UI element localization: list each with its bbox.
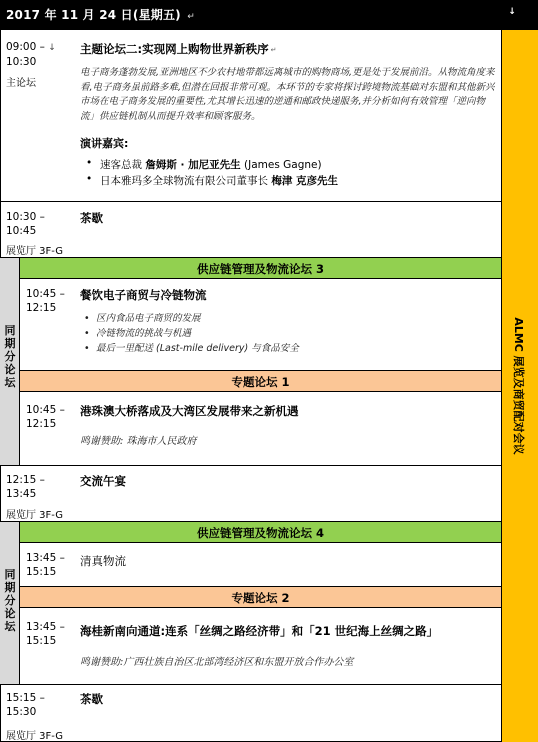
session-location: 展览厅 3F-G <box>6 510 64 521</box>
speaker-item: • 日本雅玛多全球物流有限公司董事长 梅津 克彦先生 <box>100 173 338 188</box>
session-location: 展览厅 3F-G <box>6 246 64 257</box>
forum-band-green: 供应链管理及物流论坛 4 <box>20 522 501 543</box>
side-banner-label: ALMC 展览及商贸配对会议 <box>512 317 525 455</box>
session-title: 茶歇 <box>80 211 103 225</box>
forum-band-peach: 专题论坛 2 <box>20 587 501 608</box>
forum-band-green: 供应链管理及物流论坛 3 <box>20 258 501 279</box>
speakers-heading: 演讲嘉宾: <box>80 137 129 150</box>
list-item: • 区内食品电子商贸的发展 <box>96 311 299 326</box>
parallel-label-cell <box>0 258 20 466</box>
date-title: 2017 年 11 月 24 日(星期五) <box>6 8 181 22</box>
forum-band-peach: 专题论坛 1 <box>20 371 501 392</box>
track-silk-road <box>20 608 501 685</box>
session-time: 12:15 – 13:45 <box>6 474 45 500</box>
sponsor-note: 鸣谢赞助: 珠海市人民政府 <box>80 436 197 447</box>
session-title: 清真物流 <box>80 554 126 568</box>
session-time: 09:00 – ↓ 10:30 <box>6 41 56 68</box>
session-time: 13:45 – 15:15 <box>26 621 65 647</box>
track-halal <box>20 543 501 587</box>
session-forum2 <box>0 30 501 202</box>
speaker-item: • 速客总裁 詹姆斯 · 加尼亚先生 (James Gagne) <box>100 157 322 172</box>
paragraph-mark-icon: ↵ <box>187 12 195 22</box>
date-header <box>0 0 538 30</box>
session-title: 主题论坛二:实现网上购物世界新秩序 ↵ <box>80 42 277 56</box>
session-description: 电子商务蓬勃发展,亚洲地区不少农村地带都远离城市的购物商场,更是处于发展前沿。从物流角度来看,电子商务虽前路多难,但潜在回报非常可观。本环节的专家将探讨跨境物流基础对东盟和其他新兴市场在电子商务发展的重要性,尤其增长迅速的逆通和邮政快递服务,并分析如何有效管理「逆向物流」供应链机制从而提升效率和顾客服务。 <box>80 67 495 122</box>
session-break1 <box>0 202 501 258</box>
session-time: 15:15 – 15:30 <box>6 692 45 718</box>
session-break2 <box>0 685 501 742</box>
session-title: 海桂新南向通道:连系「丝绸之路经济带」和「21 世纪海上丝绸之路」 <box>80 624 439 638</box>
session-title: 餐饮电子商贸与冷链物流 <box>80 288 207 302</box>
parallel-label: 同期分论坛 <box>4 568 16 633</box>
parallel-label-cell <box>0 522 20 685</box>
session-title: 茶歇 <box>80 692 103 706</box>
session-title: 交流午宴 <box>80 474 126 488</box>
bullet-list <box>96 311 299 356</box>
session-time: 10:30 – 10:45 <box>6 211 45 237</box>
session-time: 10:45 – 12:15 <box>26 404 65 430</box>
session-time: 13:45 – 15:15 <box>26 552 65 578</box>
session-time: 10:45 – 12:15 <box>26 288 65 314</box>
session-location: 展览厅 3F-G <box>6 731 64 742</box>
list-item: • 最后一里配送 (Last-mile delivery) 与食品安全 <box>96 341 299 356</box>
cursor-mark-icon: ↓ <box>508 7 516 17</box>
parallel-label: 同期分论坛 <box>4 324 16 389</box>
sponsor-note: 鸣谢赞助:广西壮族自治区北部湾经济区和东盟开放合作办公室 <box>80 657 354 668</box>
session-title: 港珠澳大桥落成及大湾区发展带来之新机遇 <box>80 404 299 418</box>
session-lunch <box>0 466 501 522</box>
track-cold-chain <box>20 279 501 371</box>
list-item: • 冷链物流的挑战与机遇 <box>96 326 299 341</box>
track-bridge <box>20 392 501 466</box>
session-location: 主论坛 <box>6 78 36 89</box>
